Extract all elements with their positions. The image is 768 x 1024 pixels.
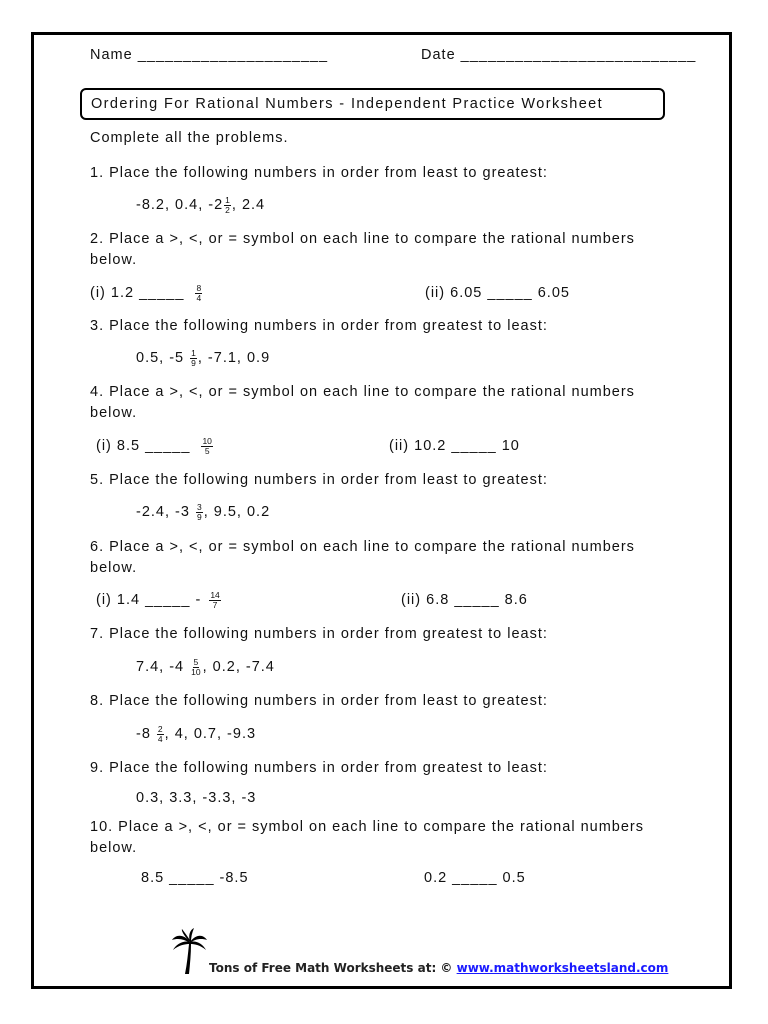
problem-2-left-text: (i) 1.2 _____ (90, 285, 185, 301)
problem-5-text-b: , 9.5, 0.2 (203, 504, 271, 520)
problem-7-text-a: 7.4, -4 (136, 659, 190, 675)
problem-10-left: 8.5 _____ -8.5 (141, 870, 249, 886)
problem-6-part-i (96, 590, 222, 610)
problem-5-numbers (136, 502, 270, 522)
title-text: Ordering For Rational Numbers - Independent Practice Worksheet (91, 96, 604, 112)
fraction-numerator: 3 (196, 501, 202, 512)
footer-credit (209, 961, 668, 975)
fraction-denominator: 4 (157, 733, 163, 744)
problem-5-fraction (196, 503, 203, 522)
problem-1-prompt: 1. Place the following numbers in order from least to greatest: (90, 165, 548, 181)
problem-6-fraction (209, 591, 220, 610)
problem-2-part-ii: (ii) 6.05 _____ 6.05 (425, 285, 570, 301)
problem-6-prompt-line1: 6. Place a >, <, or = symbol on each line to compare the rational numbers (90, 539, 635, 555)
fraction-numerator: 2 (157, 723, 163, 734)
problem-1-text-b: , 2.4 (231, 197, 266, 213)
problem-5-prompt: 5. Place the following numbers in order from least to greatest: (90, 472, 548, 488)
problem-2-fraction (195, 284, 202, 303)
footer-text: Tons of Free Math Worksheets at: © (209, 961, 457, 975)
problem-4-prompt-line1: 4. Place a >, <, or = symbol on each line to compare the rational numbers (90, 384, 635, 400)
problem-2-part-i (90, 283, 203, 303)
problem-8-text-a: -8 (136, 726, 156, 742)
problem-3-fraction (190, 349, 197, 368)
problem-1-fraction (224, 196, 231, 215)
problem-3-text-b: , -7.1, 0.9 (197, 350, 271, 366)
footer-website-link[interactable]: www.mathworksheetsland.com (456, 961, 669, 975)
problem-4-left-text: (i) 8.5 _____ (96, 438, 191, 454)
problem-4-prompt-line2: below. (90, 405, 138, 421)
fraction-numerator: 1 (191, 347, 196, 358)
problem-1-text-a: -8.2, 0.4, -2 (136, 197, 224, 213)
problem-2-prompt-line1: 2. Place a >, <, or = symbol on each line to compare the rational numbers (90, 231, 635, 247)
problem-10-prompt-line2: below. (90, 840, 138, 856)
problem-7-fraction (190, 658, 201, 677)
problem-8-prompt: 8. Place the following numbers in order from least to greatest: (90, 693, 548, 709)
fraction-denominator: 5 (204, 445, 210, 456)
fraction-denominator: 9 (196, 511, 202, 522)
problem-8-fraction (157, 725, 164, 744)
problem-3-prompt: 3. Place the following numbers in order from greatest to least: (90, 318, 548, 334)
problem-6-part-ii: (ii) 6.8 _____ 8.6 (401, 592, 528, 608)
problem-7-prompt: 7. Place the following numbers in order from greatest to least: (90, 626, 548, 642)
problem-7-text-b: , 0.2, -7.4 (202, 659, 275, 675)
problem-9-prompt: 9. Place the following numbers in order from greatest to least: (90, 760, 548, 776)
fraction-numerator: 14 (210, 589, 220, 600)
problem-4-part-i (96, 436, 214, 456)
problem-9-numbers: 0.3, 3.3, -3.3, -3 (136, 790, 257, 806)
fraction-numerator: 5 (193, 656, 199, 667)
instructions: Complete all the problems. (90, 130, 289, 146)
problem-10-prompt-line1: 10. Place a >, <, or = symbol on each line to compare the rational numbers (90, 819, 644, 835)
palm-tree-icon (170, 928, 208, 976)
fraction-numerator: 8 (196, 282, 202, 293)
fraction-denominator: 7 (212, 599, 218, 610)
date-field[interactable]: Date __________________________ (421, 47, 697, 63)
problem-8-numbers (136, 724, 256, 744)
problem-3-numbers (136, 348, 270, 368)
problem-4-part-ii: (ii) 10.2 _____ 10 (389, 438, 520, 454)
problem-2-prompt-line2: below. (90, 252, 138, 268)
problem-1-numbers (136, 195, 265, 215)
problem-3-text-a: 0.5, -5 (136, 350, 190, 366)
problem-4-fraction (201, 437, 212, 456)
fraction-denominator: 9 (191, 357, 196, 368)
problem-8-text-b: , 4, 0.7, -9.3 (164, 726, 257, 742)
problem-10-right: 0.2 _____ 0.5 (424, 870, 526, 886)
fraction-denominator: 10 (191, 666, 201, 677)
worksheet-title (80, 88, 665, 120)
problem-5-text-a: -2.4, -3 (136, 504, 195, 520)
fraction-denominator: 4 (196, 292, 202, 303)
problem-6-left-text: (i) 1.4 _____ - (96, 592, 202, 608)
name-field[interactable]: Name _____________________ (90, 47, 329, 63)
fraction-denominator: 2 (225, 204, 230, 215)
problem-6-prompt-line2: below. (90, 560, 138, 576)
problem-7-numbers (136, 657, 275, 677)
fraction-numerator: 1 (225, 194, 230, 205)
fraction-numerator: 10 (202, 435, 212, 446)
